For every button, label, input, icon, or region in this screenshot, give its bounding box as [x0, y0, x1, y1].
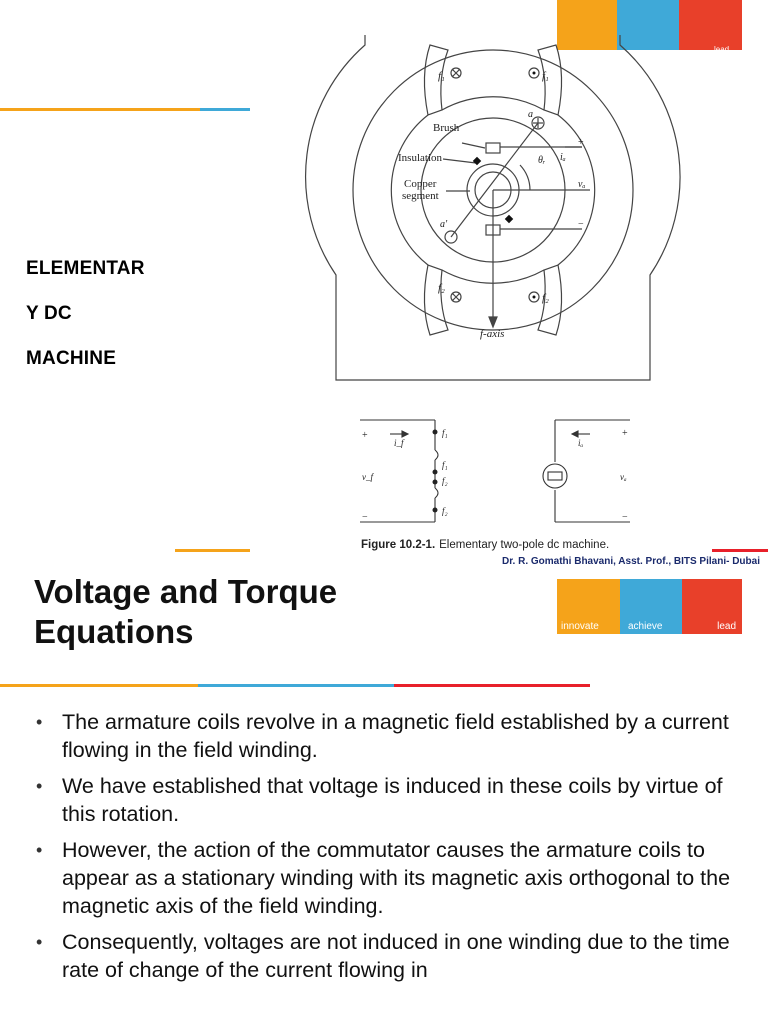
label-segment: segment [402, 190, 439, 202]
banner-red-block [679, 0, 742, 50]
label-a-prime: a′ [440, 219, 448, 230]
bullet-item: • The armature coils revolve in a magnetic field established by a current flowing in the field winding. [36, 708, 736, 764]
bullet-item: • We have established that voltage is induced in these coils by virtue of this rotation. [36, 772, 736, 828]
circuit-left-f1: f₁ [442, 428, 448, 438]
title-rule-orange [0, 684, 198, 687]
label-f1-right: f₁ [542, 70, 549, 82]
bullet-item: • Consequently, voltages are not induced in one winding due to the time rate of change of the current flowing in [36, 928, 736, 984]
label-theta: θᵣ [538, 155, 546, 166]
equivalent-circuit [350, 410, 640, 536]
author-credit: Dr. R. Gomathi Bhavani, Asst. Prof., BITS Pilani- Dubai [501, 556, 760, 567]
banner-lead-block [682, 579, 742, 634]
label-f-axis: f-axis [480, 328, 505, 340]
circuit-left-voltage: v_f [362, 472, 373, 482]
circuit-left-plus: + [362, 430, 368, 441]
dc-machine-diagram [320, 15, 670, 385]
header-rule-blue [200, 108, 250, 111]
label-f2-left: f₂ [438, 282, 445, 294]
circuit-left-current: i_f [394, 438, 404, 448]
banner-innovate-block [557, 579, 620, 634]
header-rule-orange [0, 108, 200, 111]
circuit-right-voltage: vₐ [620, 472, 627, 482]
label-minus: − [578, 219, 584, 230]
banner-lead-label-2: lead [717, 621, 736, 632]
title-rule-blue [198, 684, 394, 687]
banner-innovate-label: innovate [561, 621, 599, 632]
circuit-left-minus: − [362, 512, 368, 523]
circuit-right-current: iₐ [578, 438, 584, 448]
banner-lead-label: lead [714, 45, 730, 54]
label-ia: iₐ [560, 152, 566, 163]
label-f2-right: f₂ [542, 292, 549, 304]
figure-caption [361, 539, 609, 551]
title-line-1: ELEMENTAR [26, 258, 145, 279]
title-rule-red [394, 684, 590, 687]
label-f1-left: f₁ [438, 70, 445, 82]
title-line-2: Y DC [26, 303, 72, 324]
label-insulation: Insulation [398, 152, 442, 164]
slide-voltage-torque-equations [0, 560, 768, 1024]
circuit-right-minus: − [622, 512, 628, 523]
banner-achieve-block [620, 579, 682, 634]
circuit-left-f1b: f₁ [442, 460, 448, 470]
bullet-item: • However, the action of the commutator causes the armature coils to appear as a stationary winding with its magnetic axis orthogonal to the magnetic axis of the field winding. [36, 836, 736, 920]
title-line-3: MACHINE [26, 348, 117, 369]
slide-title: Voltage and Torque Equations [34, 573, 338, 650]
figure-caption-text: Elementary two-pole dc machine. [439, 539, 610, 551]
circuit-right-plus: + [622, 428, 628, 439]
circuit-left-f2b: f₂ [442, 506, 448, 516]
footer-rule-orange [175, 549, 250, 552]
figure-caption-label: Figure 10.2-1. [361, 539, 436, 551]
label-brush: Brush [433, 122, 460, 134]
label-a: a [528, 109, 533, 120]
footer-rule-red [712, 549, 768, 552]
label-copper: Copper [404, 178, 437, 190]
banner-achieve-label: achieve [628, 621, 663, 632]
label-va: vₐ [578, 179, 586, 190]
label-plus: + [578, 137, 584, 148]
bullet-list [36, 708, 736, 992]
circuit-left-f2: f₂ [442, 476, 448, 486]
